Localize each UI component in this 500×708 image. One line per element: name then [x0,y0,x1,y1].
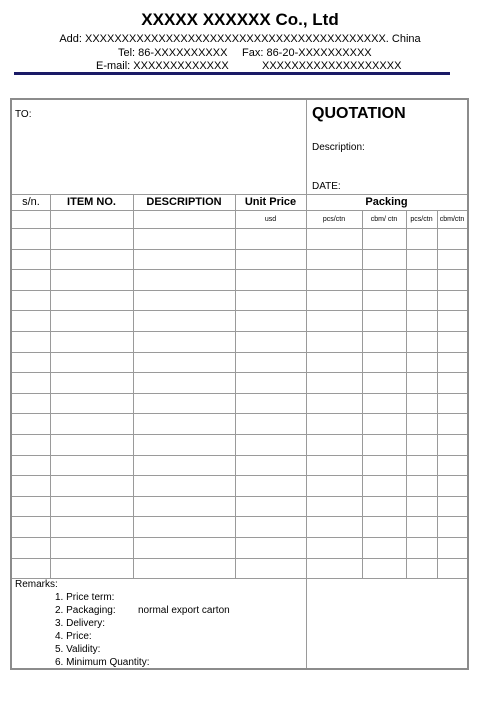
remark-price-term: 1. Price term: [55,592,115,603]
remark-packaging: 2. Packaging: [55,605,116,616]
company-email: E-mail: XXXXXXXXXXXXX [96,60,229,72]
company-name: XXXXX XXXXXX Co., Ltd [141,10,339,29]
subheader-cbm-ctn-2: cbm/ctn [439,216,465,223]
to-label: TO: [15,109,32,120]
company-address: Add: XXXXXXXXXXXXXXXXXXXXXXXXXXXXXXXXXXXXXXXXX. China [59,33,421,45]
date-label: DATE: [312,181,341,192]
table-row-line [12,455,467,456]
packing-subcolumn-line [437,210,438,578]
remark-packaging-value: normal export carton [138,605,230,616]
table-row-line [12,249,467,250]
header-row-line [12,210,467,211]
subheader-cbm-ctn: cbm/ ctn [370,216,398,223]
table-column-line [50,194,51,578]
table-row-line [12,310,467,311]
packing-subcolumn-line [362,210,363,578]
top-section-divider [306,100,307,194]
col-header-description: DESCRIPTION [146,196,222,208]
col-header-unit-price: Unit Price [244,196,297,208]
table-bottom-line [12,578,467,579]
remark-validity: 5. Validity: [55,644,101,655]
table-row-line [12,352,467,353]
company-tel: Tel: 86-XXXXXXXXXX [118,47,228,59]
packing-subcolumn-line [406,210,407,578]
remark-minimum-quantity: 6. Minimum Quantity: [55,657,150,668]
subheader-row-line [12,228,467,229]
table-row-line [12,434,467,435]
subheader-usd: usd [264,216,277,223]
table-row-line [12,413,467,414]
remark-price: 4. Price: [55,631,92,642]
company-email-extra: XXXXXXXXXXXXXXXXXXX [262,60,402,72]
quotation-title: QUOTATION [312,105,406,122]
table-row-line [12,269,467,270]
table-row-line [12,290,467,291]
description-label: Description: [312,142,365,153]
remarks-label: Remarks: [15,579,58,590]
table-row-line [12,558,467,559]
col-header-packing: Packing [365,196,408,208]
subheader-pcs-ctn-2: pcs/ctn [410,216,433,223]
table-row-line [12,372,467,373]
table-row-line [12,496,467,497]
col-header-item-no: ITEM NO. [67,196,116,208]
table-row-line [12,475,467,476]
company-fax: Fax: 86-20-XXXXXXXXXX [242,47,372,59]
remarks-divider [306,578,307,668]
header-rule [14,72,450,75]
table-column-line [306,194,307,578]
table-row-line [12,516,467,517]
remark-delivery: 3. Delivery: [55,618,106,629]
table-row-line [12,331,467,332]
quotation-form [10,98,469,670]
subheader-pcs-ctn: pcs/ctn [322,216,346,223]
table-row-line [12,393,467,394]
table-column-line [133,194,134,578]
col-header-sn: s/n. [22,196,40,208]
table-row-line [12,537,467,538]
table-column-line [235,194,236,578]
